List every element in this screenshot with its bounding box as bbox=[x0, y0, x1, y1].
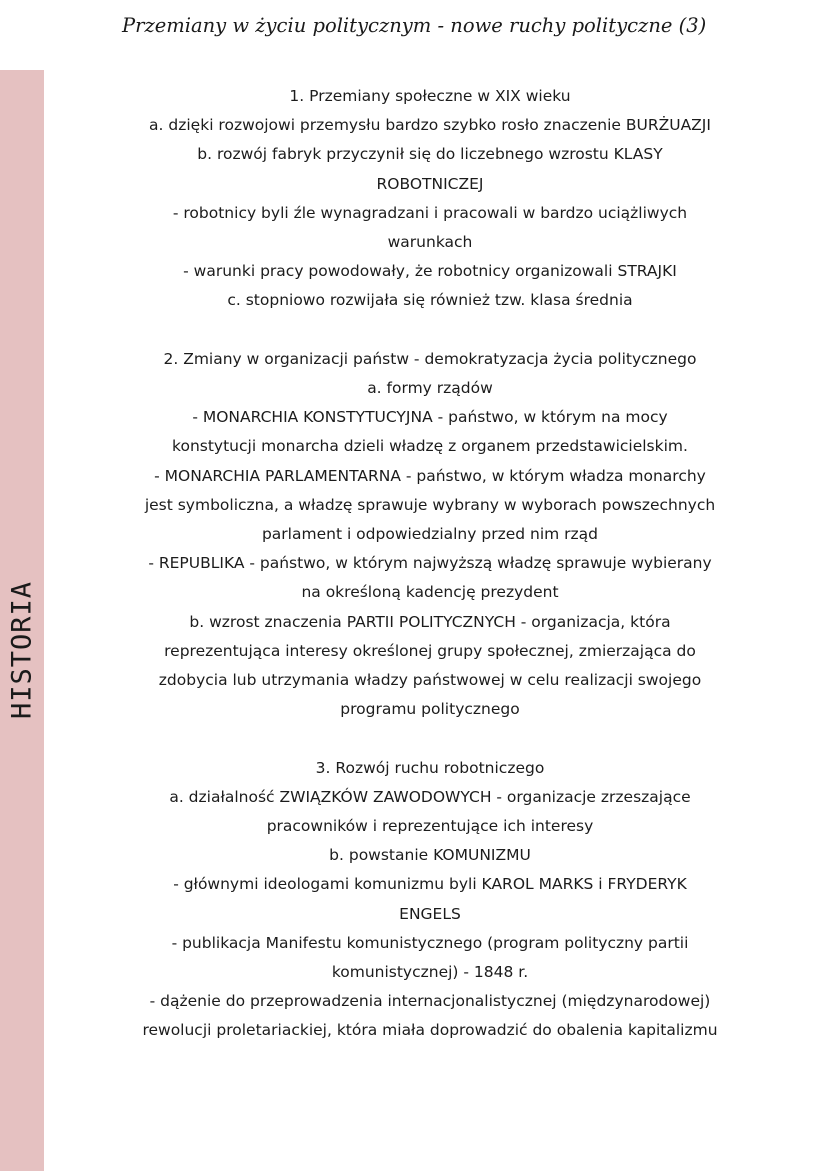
note-line: pracowników i reprezentujące ich interesy bbox=[266, 817, 594, 836]
note-line: - głównymi ideologami komunizmu byli KAROL MARKS i FRYDERYK bbox=[173, 875, 687, 894]
note-line: b. wzrost znaczenia PARTII POLITYCZNYCH - organizacja, która bbox=[189, 612, 671, 631]
note-line: warunkach bbox=[387, 233, 473, 252]
note-line: c. stopniowo rozwijała się również tzw. klasa średnia bbox=[227, 291, 633, 310]
subject-label: HISTORIA bbox=[6, 580, 38, 720]
note-line: na określoną kadencję prezydent bbox=[301, 583, 559, 602]
note-line: 3. Rozwój ruchu robotniczego bbox=[315, 758, 545, 777]
notes-body bbox=[70, 82, 790, 1046]
note-line: a. dzięki rozwojowi przemysłu bardzo szybko rosło znaczenie BURŻUAZJI bbox=[149, 116, 711, 135]
section-gap bbox=[70, 316, 790, 345]
page-title: Przemiany w życiu politycznym - nowe ruchy polityczne (3) bbox=[122, 14, 707, 37]
note-line: - robotnicy byli źle wynagradzani i pracowali w bardzo uciążliwych bbox=[172, 203, 688, 222]
note-line: b. powstanie KOMUNIZMU bbox=[329, 846, 531, 865]
note-line: konstytucji monarcha dzieli władzę z organem przedstawicielskim. bbox=[172, 437, 688, 456]
note-line: ROBOTNICZEJ bbox=[376, 174, 484, 193]
note-line: 2. Zmiany w organizacji państw - demokratyzacja życia politycznego bbox=[163, 349, 697, 368]
note-line: - warunki pracy powodowały, że robotnicy organizowali STRAJKI bbox=[183, 262, 677, 281]
section-gap bbox=[70, 724, 790, 753]
note-line: rewolucji proletariackiej, która miała doprowadzić do obalenia kapitalizmu bbox=[142, 1021, 718, 1040]
note-line: komunistycznej) - 1848 r. bbox=[331, 963, 529, 982]
note-line: - publikacja Manifestu komunistycznego (program polityczny partii bbox=[171, 933, 689, 952]
note-line: jest symboliczna, a władzę sprawuje wybrany w wyborach powszechnych bbox=[144, 495, 716, 514]
note-line: - dążenie do przeprowadzenia internacjonalistycznej (międzynarodowej) bbox=[149, 992, 711, 1011]
note-line: 1. Przemiany społeczne w XIX wieku bbox=[289, 87, 571, 105]
note-line: a. formy rządów bbox=[367, 379, 493, 398]
note-line: programu politycznego bbox=[340, 700, 520, 719]
note-line: parlament i odpowiedzialny przed nim rząd bbox=[261, 525, 599, 544]
note-line: reprezentująca interesy określonej grupy społecznej, zmierzająca do bbox=[164, 641, 696, 660]
note-line: zdobycia lub utrzymania władzy państwowej w celu realizacji swojego bbox=[158, 671, 702, 690]
note-line: b. rozwój fabryk przyczynił się do liczebnego wzrostu KLASY bbox=[197, 145, 663, 164]
note-line: ENGELS bbox=[399, 904, 461, 923]
note-line: - MONARCHIA KONSTYTUCYJNA - państwo, w którym na mocy bbox=[192, 408, 668, 427]
sidebar-band bbox=[0, 70, 44, 1171]
note-line: - REPUBLIKA - państwo, w którym najwyższą władzę sprawuje wybierany bbox=[148, 554, 712, 573]
note-line: - MONARCHIA PARLAMENTARNA - państwo, w którym władza monarchy bbox=[154, 466, 706, 485]
note-line: a. działalność ZWIĄZKÓW ZAWODOWYCH - organizacje zrzeszające bbox=[169, 787, 691, 806]
